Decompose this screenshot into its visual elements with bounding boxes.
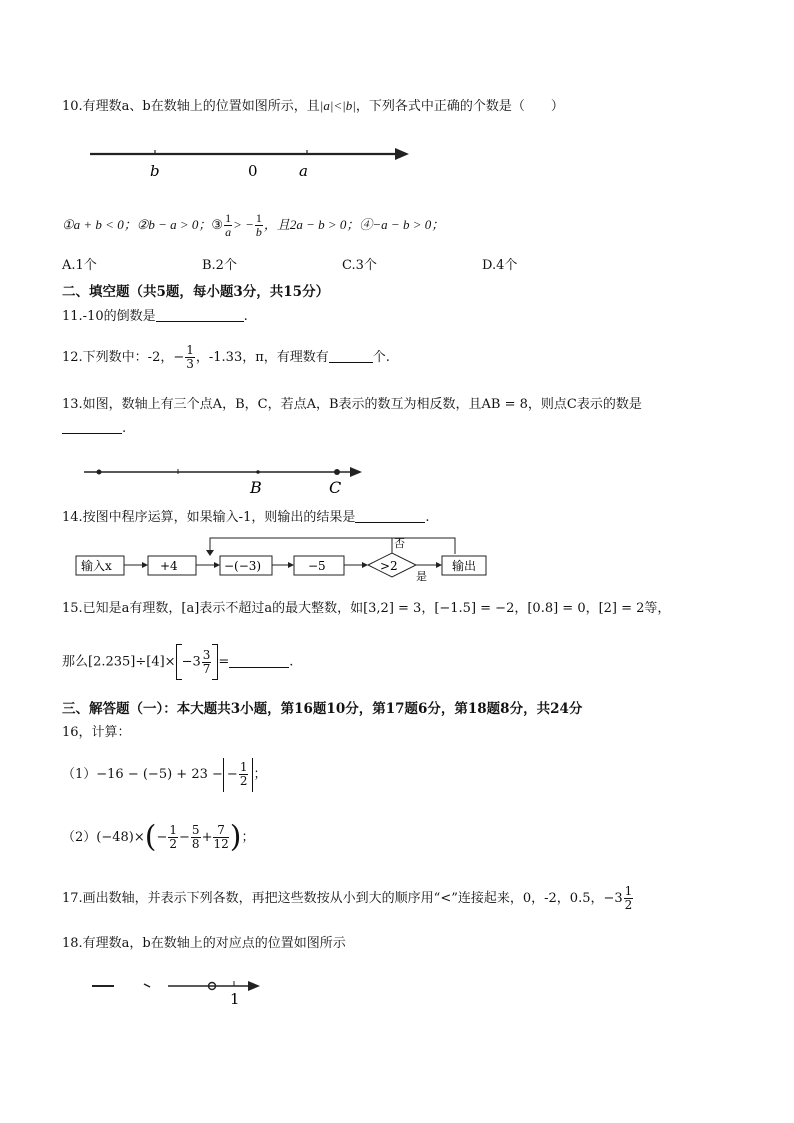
q14-flowchart	[72, 532, 492, 582]
flow-condition: >2	[380, 559, 398, 573]
q12-answer-blank[interactable]	[329, 349, 373, 363]
flow-output-box: 输出	[452, 559, 477, 573]
q12-frac-1-3: $\frac{1}{3}$	[186, 343, 194, 371]
q10-axis-label-0: 0	[248, 162, 258, 180]
q10-option-d[interactable]: D.4个	[482, 258, 518, 273]
q10-frac-1-over-a: $\frac{1}{a}$	[225, 211, 232, 239]
q14: 14.按图中程序运算，如果输入-1，则输出的结果是 .	[62, 510, 430, 525]
q10-axis-label-a: a	[299, 162, 308, 180]
q16-part2: （2）(−48)×(− $\frac{1}{2}$ − $\frac{5}{8}$ + $\frac{7}{12}$ )；	[62, 819, 255, 855]
flow-step-plus-4: +4	[160, 559, 178, 573]
q18-axis-label-1: 1	[230, 990, 240, 1008]
q15-frac-3-7: $\frac{3}{7}$	[202, 647, 211, 676]
q10-statements: ①a + b < 0；②b − a > 0；③ $\frac{1}{a}$ > − $\frac{1}{b}$ ，且2a − b > 0；④−a − b > 0；	[62, 211, 445, 239]
q18-number-line	[88, 972, 268, 1008]
flow-yes-label: 是	[416, 570, 427, 582]
q16-title: 16，计算：	[62, 725, 131, 740]
q16-part1: （1）−16 − (−5) + 23 − − $\frac{1}{2}$ ；	[62, 757, 266, 793]
q10-option-a[interactable]: A.1个	[62, 258, 97, 273]
q14-answer-blank[interactable]	[355, 509, 425, 523]
q10-stem: 10.有理数a、b在数轴上的位置如图所示，且|a|<|b|，下列各式中正确的个数是（ ）	[62, 98, 564, 114]
q18-text: 18.有理数a，b在数轴上的对应点的位置如图所示	[62, 936, 346, 951]
q11: 11.-10的倒数是 .	[62, 309, 248, 324]
flow-no-label: 否	[394, 537, 405, 550]
flow-step-minus-neg3: −(−3)	[224, 559, 262, 573]
q17-frac-1-2: $\frac{1}{2}$	[624, 884, 633, 912]
section-2-heading: 二、填空题（共5题，每小题3分，共15分）	[62, 284, 330, 300]
q13-axis-label-b: B	[250, 478, 262, 497]
section-3-heading: 三、解答题（一）：本大题共3小题，第16题10分，第17题6分，第18题8分，共24分	[62, 701, 583, 717]
q12: 12.下列数中：-2，− $\frac{1}{3}$ ，-1.33，π，有理数有 个.	[62, 343, 390, 371]
q16-abs-value: − $\frac{1}{2}$	[223, 758, 254, 792]
q13-answer: .	[62, 420, 126, 438]
q13-number-line	[80, 462, 370, 498]
q13-text: 13.如图，数轴上有三个点A，B，C，若点A，B表示的数互为相反数，且AB = 8，则点C表示的数是	[62, 397, 642, 412]
q10-frac-1-over-b: $\frac{1}{b}$	[255, 211, 262, 239]
q10-condition: |a|<|b|	[319, 98, 356, 113]
q15-answer-blank[interactable]	[229, 654, 289, 668]
q10-option-b[interactable]: B.2个	[202, 258, 237, 273]
flow-step-minus-5: −5	[308, 559, 326, 573]
q13-answer-blank[interactable]	[62, 420, 122, 434]
q10-axis-label-b: b	[150, 162, 160, 180]
q10-number-line	[85, 143, 415, 183]
q11-answer-blank[interactable]	[156, 308, 244, 322]
flow-input-box: 输入x	[81, 559, 112, 573]
q17: 17.画出数轴，并表示下列各数，再把这些数按从小到大的顺序用“<”连接起来，0，-2，0.5，−3 $\frac{1}{2}$	[62, 884, 633, 912]
q15-line1: 15.已知是a有理数，[a]表示不超过a的最大整数，如[3,2] = 3，[−1.5] = −2，[0.8] = 0，[2] = 2等，	[62, 601, 671, 616]
q10-option-c[interactable]: C.3个	[342, 258, 377, 273]
q13-axis-label-c: C	[329, 478, 342, 497]
q15-line2: 那么[2.235]÷[4]× −3 $\frac{3}{7}$ = .	[62, 644, 293, 681]
